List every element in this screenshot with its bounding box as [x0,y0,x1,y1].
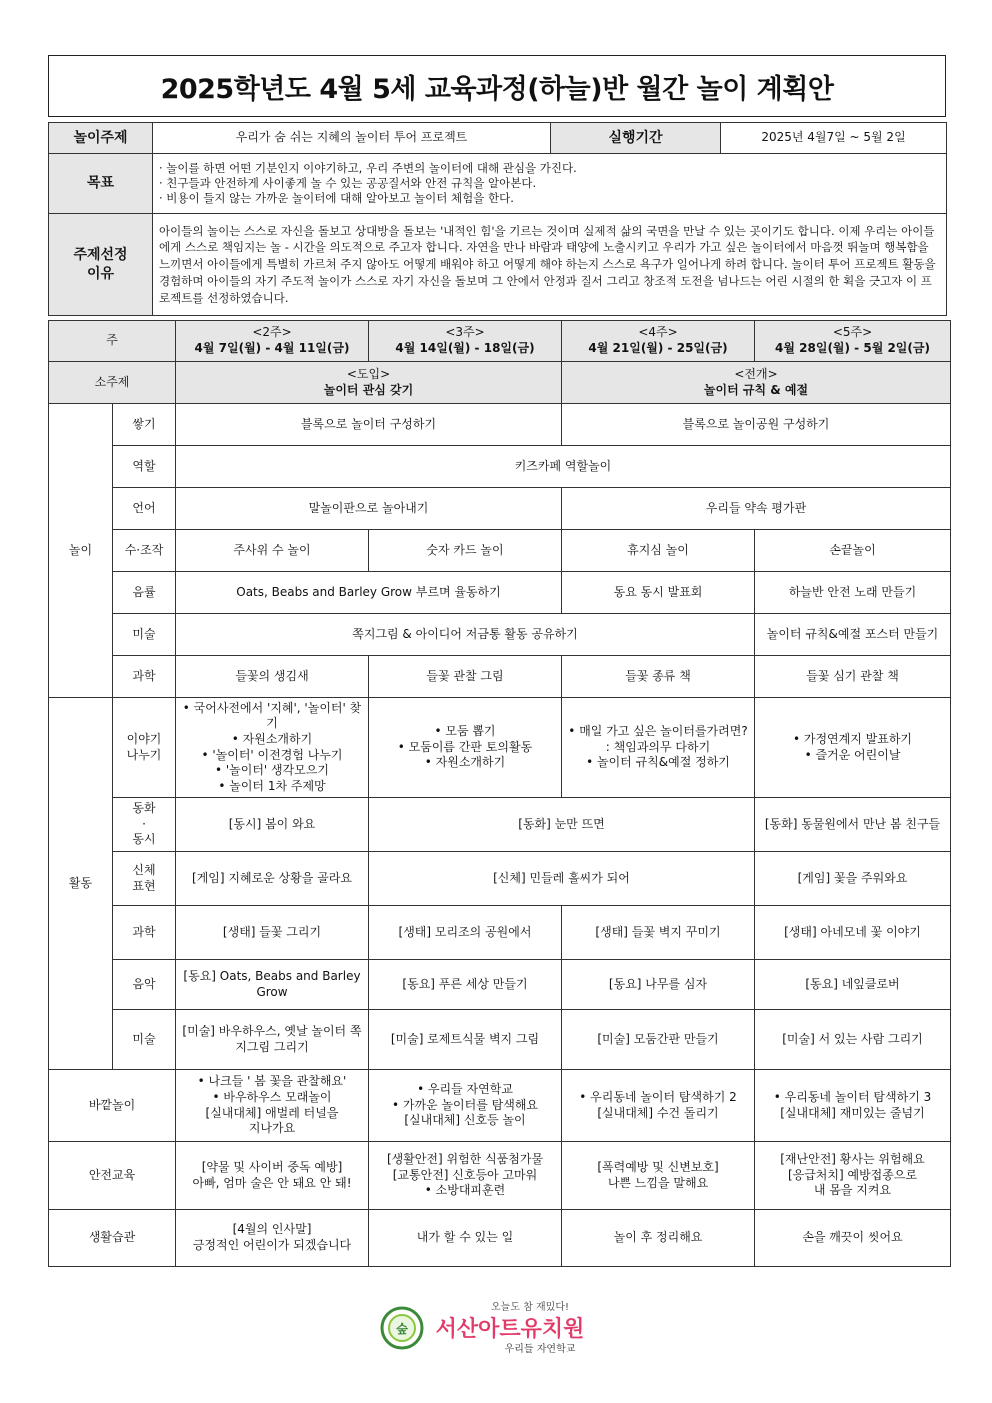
habit-cell: 놀이 후 정리해요 [562,1210,755,1267]
activity-cell: [생태] 모리조의 공원에서 [369,906,562,960]
theme-label: 놀이주제 [49,123,153,154]
activity-cell: • 가정연계지 발표하기 • 즐거운 어린이날 [755,698,951,798]
subtopic: <도입> 놀이터 관심 갖기 [176,362,562,404]
plan-table [48,320,951,1267]
goal-item: · 비용이 들지 않는 가까운 놀이터에 대해 알아보고 놀이터 체험을 한다. [159,190,514,205]
activity-cell: • 매일 가고 싶은 놀이터를가려면? : 책임과의무 다하기 • 놀이터 규칙&예절 정하기 [562,698,755,798]
activity-cell: [미술] 모둠간판 만들기 [562,1010,755,1070]
activity-row-label: 이야기 나누기 [113,698,176,798]
logo-sub-name: 우리들 자연학교 [504,1344,576,1355]
habit-label: 생활습관 [49,1210,176,1267]
safety-cell: [재난안전] 황사는 위험해요 [응급처치] 예방접종으로 내 몸을 지켜요 [755,1142,951,1210]
activity-cell: [생태] 들꽃 벽지 꾸미기 [562,906,755,960]
week-header: <3주> 4월 14일(월) - 18일(금) [369,321,562,362]
play-cell: 놀이터 규칙&예절 포스터 만들기 [755,614,951,656]
play-cell: 우리들 약속 평가판 [562,488,951,530]
page-title: 2025학년도 4월 5세 교육과정(하늘)반 월간 놀이 계획안 [160,73,834,105]
play-row-label: 수·조작 [113,530,176,572]
play-cell: 들꽃 종류 책 [562,656,755,698]
play-row-label: 역할 [113,446,176,488]
activity-cell: [동화] 동물원에서 만난 봄 친구들 [755,798,951,852]
outdoor-cell: • 나크들 ' 봄 꽃을 관찰해요' • 바우하우스 모래놀이 [실내대체] 애벌레 터널을 지나가요 [176,1070,369,1142]
safety-label: 안전교육 [49,1142,176,1210]
outdoor-cell: • 우리동네 놀이터 탐색하기 2 [실내대체] 수건 돌리기 [562,1070,755,1142]
goals-list [153,154,947,214]
activity-cell: [동요] Oats, Beabs and Barley Grow [176,960,369,1010]
outdoor-cell: • 우리동네 놀이터 탐색하기 3 [실내대체] 재미있는 줄넘기 [755,1070,951,1142]
play-cell: Oats, Beabs and Barley Grow 부르며 율동하기 [176,572,562,614]
period-value: 2025년 4월7일 ~ 5월 2일 [721,123,947,154]
period-label: 실행기간 [551,123,721,154]
activity-cell: [동요] 나무를 심자 [562,960,755,1010]
play-row-label: 쌓기 [113,404,176,446]
activity-section-label: 활동 [49,698,113,1070]
school-logo-graphic [380,1296,620,1356]
activity-cell: [게임] 지혜로운 상황을 골라요 [176,852,369,906]
play-section-label: 놀이 [49,404,113,698]
play-cell: 숫자 카드 놀이 [369,530,562,572]
play-cell: 키즈카페 역할놀이 [176,446,951,488]
activity-cell: [미술] 서 있는 사람 그리기 [755,1010,951,1070]
logo-school-name: 서산아트유치원 [435,1317,585,1342]
activity-cell: [동화] 눈만 뜨면 [369,798,755,852]
week-header: <4주> 4월 21일(월) - 25일(금) [562,321,755,362]
week-label: 주 [49,321,176,362]
activity-row-label: 음악 [113,960,176,1010]
safety-cell: [약물 및 사이버 중독 예방] 아빠, 엄마 술은 안 돼요 안 돼! [176,1142,369,1210]
play-cell: 휴지심 놀이 [562,530,755,572]
play-cell: 들꽃의 생김새 [176,656,369,698]
activity-row-label: 신체 표현 [113,852,176,906]
activity-row-label: 미술 [113,1010,176,1070]
badge-text: 숲 [396,1322,408,1336]
play-cell: 동요 동시 발표회 [562,572,755,614]
outdoor-cell: • 우리들 자연학교 • 가까운 놀이터를 탐색해요 [실내대체] 신호등 놀이 [369,1070,562,1142]
activity-cell: • 모둠 뽑기 • 모둠이름 간판 토의활동 • 자원소개하기 [369,698,562,798]
play-row-label: 음률 [113,572,176,614]
activity-cell: [신체] 민들레 홀씨가 되어 [369,852,755,906]
logo-slogan: 오늘도 참 재밌다! [491,1302,569,1313]
play-cell: 말놀이판으로 놀아내기 [176,488,562,530]
habit-cell: [4월의 인사말] 긍정적인 어린이가 되겠습니다 [176,1210,369,1267]
play-row-label: 과학 [113,656,176,698]
play-cell: 블록으로 놀이공원 구성하기 [562,404,951,446]
activity-cell: [게임] 꽃을 주워와요 [755,852,951,906]
reason-text: 아이들의 놀이는 스스로 자신을 돌보고 상대방을 돌보는 '내적인 힘'을 기르는 것이며 실제적 삶의 국면을 만날 수 있는 곳이기도 합니다. 이제 우리는 아이들에게 스스로 책임지는 놀 - 시간을 의도적으로 주고자 합니다. 자연을 만나 바람과 태양에 노출시키고 우리가 가고 싶은 놀이터에서 마음껏 뛰놀며 행복함을 느끼면서 아이들에게 특별히 가르쳐 주지 않아도 어떻게 배워야 하고 어떻게 해야 하는지 스스로 욕구가 일어나게 하려 합니다. 놀이터 투어 프로젝트 활동을 경험하며 아이들의 자기 주도적 놀이가 스스로 자기 자신을 돌보며 그 안에서 안정과 질서 그리고 창조적 도전을 넘나드는 어린 시절의 한 획을 긋고자 이 프로젝트를 선정하였습니다. [153,214,947,316]
play-cell: 쪽지그림 & 아이디어 저금통 활동 공유하기 [176,614,755,656]
activity-cell: [동요] 네잎클로버 [755,960,951,1010]
activity-row-label: 동화 · 동시 [113,798,176,852]
activity-cell: [미술] 로제트식물 벽지 그림 [369,1010,562,1070]
goal-item: · 친구들과 안전하게 사이좋게 놀 수 있는 공공질서와 안전 규칙을 알아본다. [159,176,537,191]
play-cell: 들꽃 관찰 그림 [369,656,562,698]
play-cell: 손끝놀이 [755,530,951,572]
activity-cell: [동시] 봄이 와요 [176,798,369,852]
play-cell: 하늘반 안전 노래 만들기 [755,572,951,614]
habit-cell: 내가 할 수 있는 일 [369,1210,562,1267]
activity-cell: [미술] 바우하우스, 옛날 놀이터 쪽지그림 그리기 [176,1010,369,1070]
habit-cell: 손을 깨끗이 씻어요 [755,1210,951,1267]
goals-label: 목표 [49,154,153,214]
activity-cell: [생태] 아네모네 꽃 이야기 [755,906,951,960]
safety-cell: [폭력예방 및 신변보호] 나쁜 느낌을 말해요 [562,1142,755,1210]
outdoor-label: 바깥놀이 [49,1070,176,1142]
activity-cell: [동요] 푸른 세상 만들기 [369,960,562,1010]
play-cell: 주사위 수 놀이 [176,530,369,572]
subtopic: <전개> 놀이터 규칙 & 예절 [562,362,951,404]
subtopic-label: 소주제 [49,362,176,404]
title-box [48,55,946,117]
school-logo [380,1296,620,1356]
activity-cell: [생태] 들꽃 그리기 [176,906,369,960]
play-row-label: 미술 [113,614,176,656]
activity-cell: • 국어사전에서 '지혜', '놀이터' 찾기 • 자원소개하기 • '놀이터' 이전경험 나누기 • '놀이터' 생각모으기 • 놀이터 1차 주제망 [176,698,369,798]
play-row-label: 언어 [113,488,176,530]
week-header: <2주> 4월 7일(월) - 4월 11일(금) [176,321,369,362]
safety-cell: [생활안전] 위험한 식품첨가물 [교통안전] 신호등아 고마워 • 소방대피훈련 [369,1142,562,1210]
reason-label: 주제선정 이유 [49,214,153,316]
goal-item: · 놀이를 하면 어떤 기분인지 이야기하고, 우리 주변의 놀이터에 대해 관심을 가진다. [159,161,577,176]
info-table [48,122,947,316]
activity-row-label: 과학 [113,906,176,960]
week-header: <5주> 4월 28일(월) - 5월 2일(금) [755,321,951,362]
theme-value: 우리가 숨 쉬는 지혜의 놀이터 투어 프로젝트 [153,123,551,154]
play-cell: 블록으로 놀이터 구성하기 [176,404,562,446]
play-cell: 들꽃 심기 관찰 책 [755,656,951,698]
